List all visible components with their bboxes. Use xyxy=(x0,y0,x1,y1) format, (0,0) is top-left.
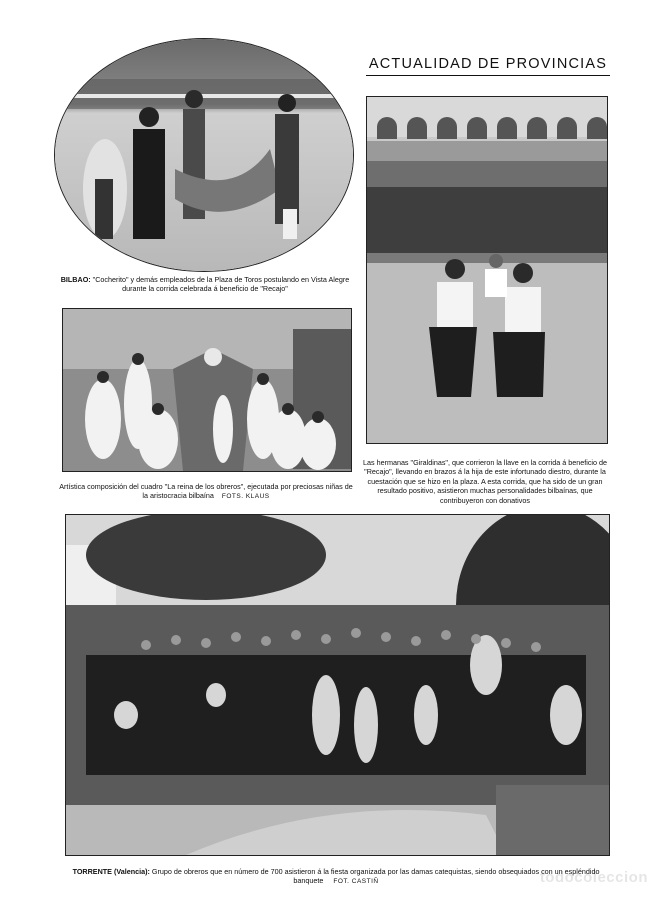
photo-tableau xyxy=(62,308,352,472)
photo-bullring xyxy=(366,96,608,444)
caption-tableau-text: Artística composición del cuadro "La reina de los obreros", ejecutada por preciosas niñas de la aristocracia bilbaína xyxy=(59,482,353,501)
photo-bilbao-oval xyxy=(54,38,354,272)
caption-torrente-credit: FOT. CASTIÑ xyxy=(333,878,379,886)
caption-bullring-text: Las hermanas "Giraldinas", que corrieron la llave en la corrida á beneficio de "Recajo", llevando en brazos á la hija de este infortunado diestro, durante la cuestación que se hizo en la plaza. A esta corrida, que ha sido de un gran resultado positivo, asistieron muchas personalidades bilbaínas, que contribuyeron con donativos xyxy=(362,458,608,505)
page-headline: ACTUALIDAD DE PROVINCIAS xyxy=(366,56,610,76)
caption-torrente-place: TORRENTE (Valencia): xyxy=(72,867,150,876)
caption-tableau-credit: FOTS. KLAUS xyxy=(221,493,270,501)
caption-torrente-text: Grupo de obreros que en número de 700 asistieron á la fiesta organizada por las damas catequistas, siendo obsequiados con un espléndido banquete xyxy=(149,867,600,886)
caption-bilbao xyxy=(58,275,352,294)
photo-torrente-group xyxy=(65,514,610,856)
caption-tableau xyxy=(58,482,354,502)
caption-bilbao-text: "Cocherito" y demás empleados de la Plaza de Toros postulando en Vista Alegre durante la corrida celebrada á beneficio de "Recajo" xyxy=(90,275,350,294)
caption-bilbao-place: BILBAO: xyxy=(60,275,91,284)
watermark: todocoleccion xyxy=(539,869,648,886)
caption-bullring xyxy=(360,458,610,505)
